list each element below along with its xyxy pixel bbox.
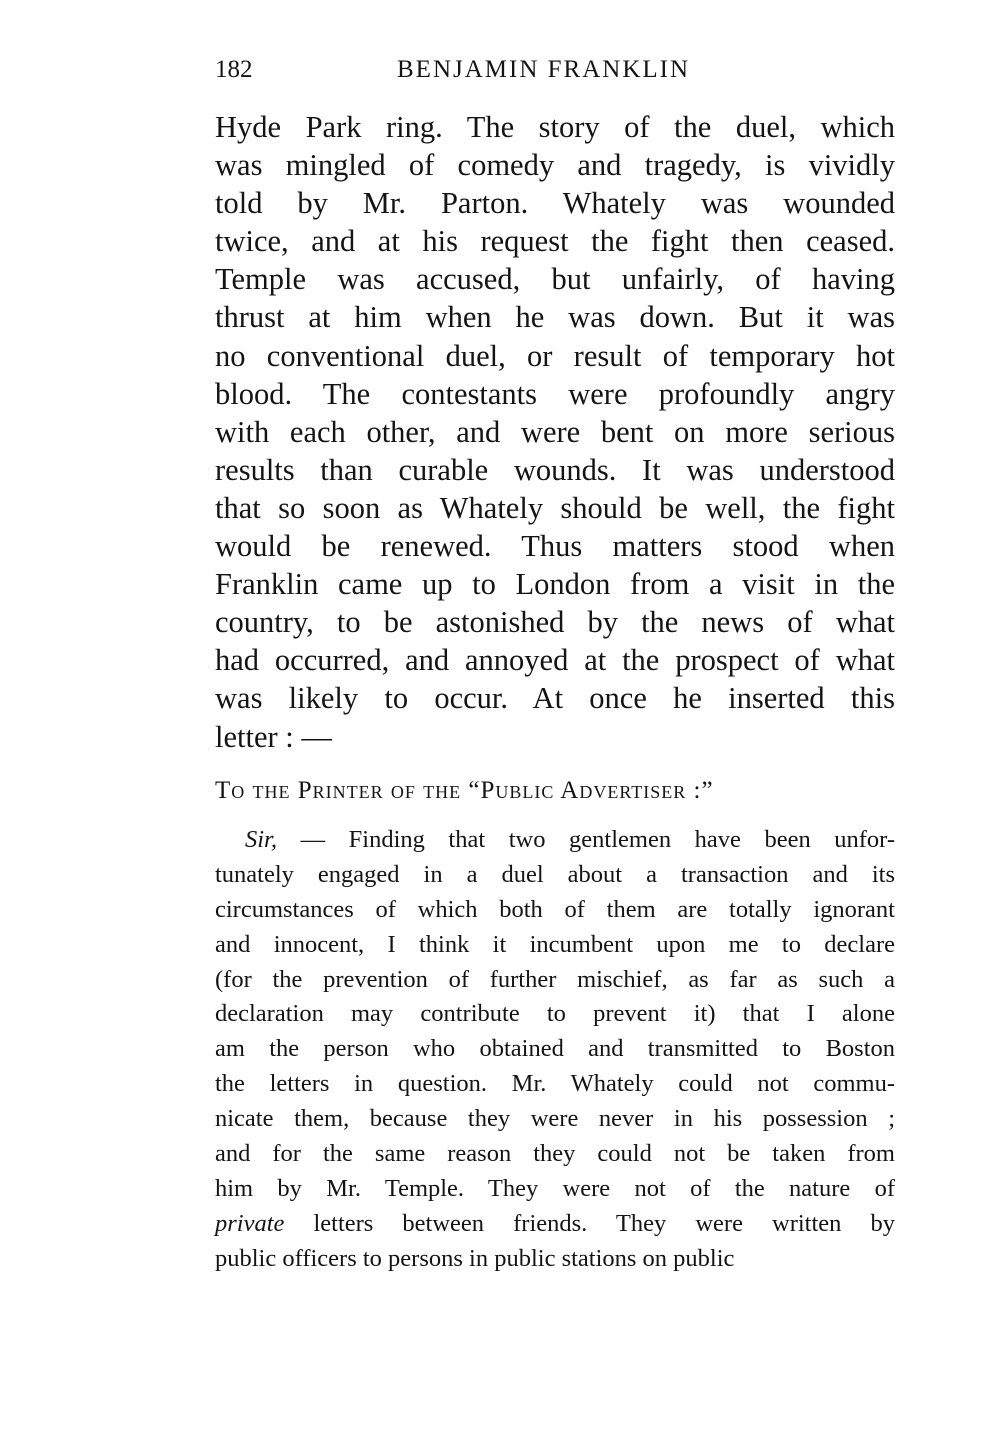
salutation: Sir,	[245, 826, 278, 853]
body-line: blood. The contestants were profoundly angry	[215, 376, 895, 411]
letter-line: him by Mr. Temple. They were not of the nature of	[215, 1174, 895, 1202]
body-line: had occurred, and annoyed at the prospect of what	[215, 643, 895, 678]
letter-line: am the person who obtained and transmitted to Boston	[215, 1035, 895, 1063]
body-line: Hyde Park ring. The story of the duel, which	[215, 110, 895, 144]
body-line: thrust at him when he was down. But it was	[215, 300, 895, 335]
body-line: twice, and at his request the fight then ceased.	[215, 224, 895, 259]
letter-line	[215, 823, 895, 858]
page-header	[215, 52, 895, 92]
letter-heading-text: To the Printer of the “Public Advertiser :”	[215, 777, 714, 804]
letter-line: (for the prevention of further mischief, as far as such a	[215, 965, 895, 993]
body-paragraph	[215, 108, 895, 756]
letter-line: and innocent, I think it incumbent upon me to declare	[215, 930, 895, 958]
body-line: would be renewed. Thus matters stood when	[215, 529, 895, 564]
letter-line: and for the same reason they could not be taken from	[215, 1140, 895, 1168]
letter-line: nicate them, because they were never in his possession ;	[215, 1105, 895, 1133]
letter-line: circumstances of which both of them are totally ignorant	[215, 895, 895, 923]
body-line: with each other, and were bent on more serious	[215, 414, 895, 449]
body-line: country, to be astonished by the news of what	[215, 605, 895, 640]
body-line: was likely to occur. At once he inserted this	[215, 681, 895, 716]
letter-line	[215, 1207, 895, 1242]
letter-line: declaration may contribute to prevent it) that I alone	[215, 1000, 895, 1028]
body-line: that so soon as Whately should be well, the fight	[215, 490, 895, 525]
letter-heading	[215, 775, 895, 807]
body-line: no conventional duel, or result of temporary hot	[215, 338, 895, 373]
body-line: was mingled of comedy and tragedy, is vividly	[215, 148, 895, 183]
letter-line: public officers to persons in public stations on public	[215, 1244, 735, 1272]
letter-line: tunately engaged in a duel about a transaction and its	[215, 860, 895, 888]
letter-paragraph	[215, 823, 895, 1277]
letter-line-text: — Finding that two gentlemen have been unfor-	[277, 826, 895, 853]
letter-line: the letters in question. Mr. Whately could not commu-	[215, 1070, 895, 1098]
body-line: told by Mr. Parton. Whately was wounded	[215, 186, 895, 221]
body-line: Temple was accused, but unfairly, of having	[215, 262, 895, 297]
body-line: Franklin came up to London from a visit in the	[215, 567, 895, 602]
emphasized-word: private	[215, 1209, 285, 1237]
letter-line-text: letters between friends. They were written by	[284, 1209, 895, 1237]
page-number: 182	[215, 56, 253, 83]
running-head: BENJAMIN FRANKLIN	[397, 56, 691, 83]
body-line: letter : —	[215, 719, 332, 754]
body-line: results than curable wounds. It was understood	[215, 452, 895, 487]
